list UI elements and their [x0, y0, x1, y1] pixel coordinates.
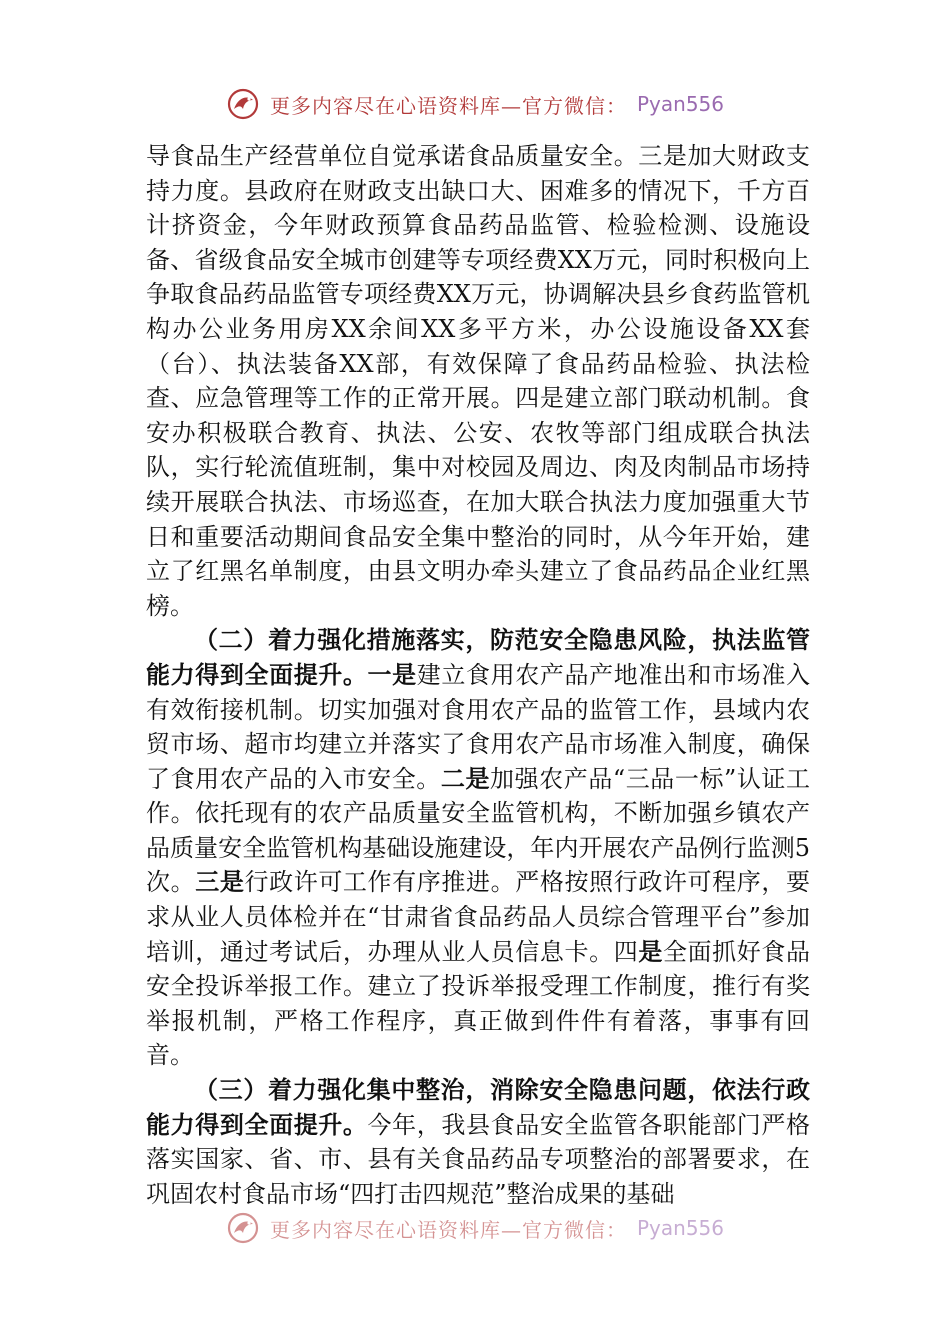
bold-text-segment: （三）着力强化集中整治，消除安全隐患问题，依法行政能力得到全面提升。 [146, 1075, 810, 1139]
watermark-wechat-id: Pyan556 [636, 92, 724, 116]
document-body [146, 139, 810, 1211]
bold-text-segment: （二）着力强化措施落实，防范安全隐患风险，执法监管能力得到全面提升。 [146, 625, 810, 689]
paragraph [146, 623, 810, 1073]
bold-text-segment: 二是 [440, 763, 491, 793]
bold-text-segment: 是 [638, 936, 663, 966]
dragon-seal-logo-icon [226, 87, 260, 121]
header-watermark [0, 84, 950, 124]
text-segment: 全面抓好食品安全投诉举报工作。建立了投诉举报受理工作制度，推行有奖举报机制，严格工作程序，真正做到件件有着落，事事有回音。 [146, 937, 811, 1070]
text-segment: 加强农产品“三品一标”认证工作。依托现有的农产品质量安全监管机构，不断加强乡镇农产品质量安全监管机构基础设施建设，年内开展农产品例行监测5次。 [146, 764, 811, 897]
paragraph [146, 1073, 810, 1211]
text-segment: 行政许可工作有序推进。严格按照行政许可程序，要求从业人员体检并在“甘肃省食品药品人员综合管理平台”参加培训，通过考试后，办理从业人员信息卡。四 [146, 868, 811, 966]
bold-text-segment: 一是 [367, 659, 417, 689]
paragraph [146, 139, 810, 623]
watermark-text: 更多内容尽在心语资料库—官方微信： [269, 93, 627, 118]
dragon-seal-logo-icon [226, 1211, 260, 1245]
footer-watermark [0, 1208, 950, 1248]
bold-text-segment: 三是 [195, 867, 245, 897]
text-segment: 今年，我县食品安全监管各职能部门严格落实国家、省、市、县有关食品药品专项整治的部署要求，在巩固农村食品市场“四打击四规范”整治成果的基础 [146, 1110, 811, 1208]
text-segment: 建立食用农产品产地准出和市场准入有效衔接机制。切实加强对食用农产品的监管工作，县域内农贸市场、超市均建立并落实了食用农产品市场准入制度，确保了食用农产品的入市安全。 [146, 660, 811, 793]
watermark-text: 更多内容尽在心语资料库—官方微信： [269, 1217, 627, 1242]
watermark-wechat-id: Pyan556 [636, 1216, 724, 1240]
text-segment: 导食品生产经营单位自觉承诺食品质量安全。三是加大财政支持力度。县政府在财政支出缺口大、困难多的情况下，千方百计挤资金，今年财政预算食品药品监管、检验检测、设施设备、省级食品安全城市创建等专项经费XX万元，同时积极向上争取食品药品监管专项经费XX万元，协调解决县乡食药监管机构办公业务用房XX余间XX多平方米，办公设施设备XX套（台）、执法装备XX部，有效保障了食品药品检验、执法检查、应急管理等工作的正常开展。四是建立部门联动机制。食安办积极联合教育、执法、公安、农牧等部门组成联合执法队，实行轮流值班制，集中对校园及周边、肉及肉制品市场持续开展联合执法、市场巡查，在加大联合执法力度加强重大节日和重要活动期间食品安全集中整治的同时，从今年开始，建立了红黑名单制度，由县文明办牵头建立了食品药品企业红黑榜。 [146, 142, 810, 620]
